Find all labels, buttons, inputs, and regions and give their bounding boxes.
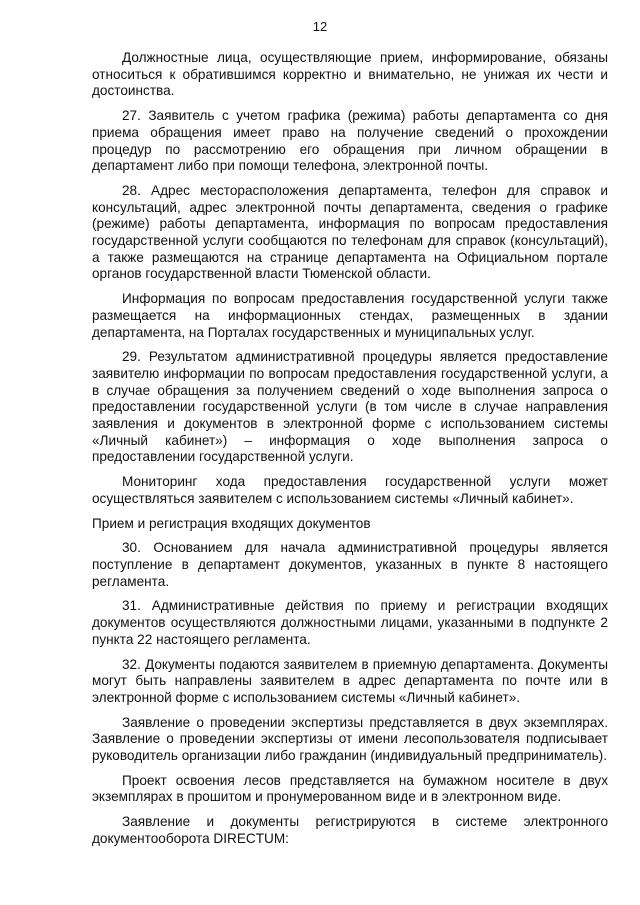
- paragraph-forest-project: Проект освоения лесов представляется на бумажном носителе в двух экземплярах в прошитом и пронумерованном виде и в электронном виде.: [92, 772, 608, 805]
- page-number: 12: [312, 19, 328, 34]
- document-body: [92, 50, 608, 856]
- paragraph-registration: Заявление и документы регистрируются в системе электронного документооборота DIRECTUM:: [92, 814, 608, 846]
- paragraph-30: 30. Основанием для начала административной процедуры является поступление в департамент документов, указанных в пункте 8 настоящего регламента.: [92, 540, 608, 589]
- paragraph-expertise-application: Заявление о проведении экспертизы представляется в двух экземплярах. Заявление о проведении экспертизы от имени лесопользователя подписывает руководитель организации либо гражданин (индивидуальный предприниматель).: [92, 714, 608, 764]
- section-heading: Прием и регистрация входящих документов: [92, 515, 371, 531]
- paragraph-28: 28. Адрес месторасположения департамента, телефон для справок и консультаций, адрес электронной почты департамента, сведения о графике (режиме) работы департамента, информация по вопросам предоставления государственной услуги сообщаются по телефонам для справок (консультаций), а также размещаются на странице департамента на Официальном портале органов государственной власти Тюменской области.: [92, 182, 608, 282]
- paragraph-info-stands: Информация по вопросам предоставления государственной услуги также размещается на информационных стендах, размещенных в здании департамента, на Порталах государственных и муниципальных услуг.: [92, 291, 608, 340]
- paragraph-monitoring: Мониторинг хода предоставления государственной услуги может осуществляться заявителем с использованием системы «Личный кабинет».: [92, 474, 608, 506]
- paragraph-officials-conduct: Должностные лица, осуществляющие прием, информирование, обязаны относиться к обратившимся корректно и внимательно, не унижая их чести и достоинства.: [92, 50, 608, 99]
- paragraph-29: 29. Результатом административной процедуры является предоставление заявителю информации по вопросам предоставления государственной услуги, а в случае обращения за получением сведений о ходе выполнения запроса о предоставлении государственной услуги (в том числе в случае направления заявления и документов в электронной форме с использованием системы «Личный кабинет») – информация о ходе выполнения запроса о предоставлении государственной услуги.: [92, 349, 608, 465]
- paragraph-32: 32. Документы подаются заявителем в приемную департамента. Документы могут быть направлены заявителем в адрес департамента по почте или в электронной форме с использованием системы «Личный кабинет».: [92, 656, 608, 705]
- paragraph-31: 31. Административные действия по приему и регистрации входящих документов осуществляются должностными лицами, указанными в подпункте 2 пункта 22 настоящего регламента.: [92, 598, 608, 647]
- paragraph-27: 27. Заявитель с учетом графика (режима) работы департамента со дня приема обращения имеет право на получение сведений о прохождении процедур по рассмотрению его обращения при личном обращении в департамент либо при помощи телефона, электронной почты.: [92, 108, 608, 174]
